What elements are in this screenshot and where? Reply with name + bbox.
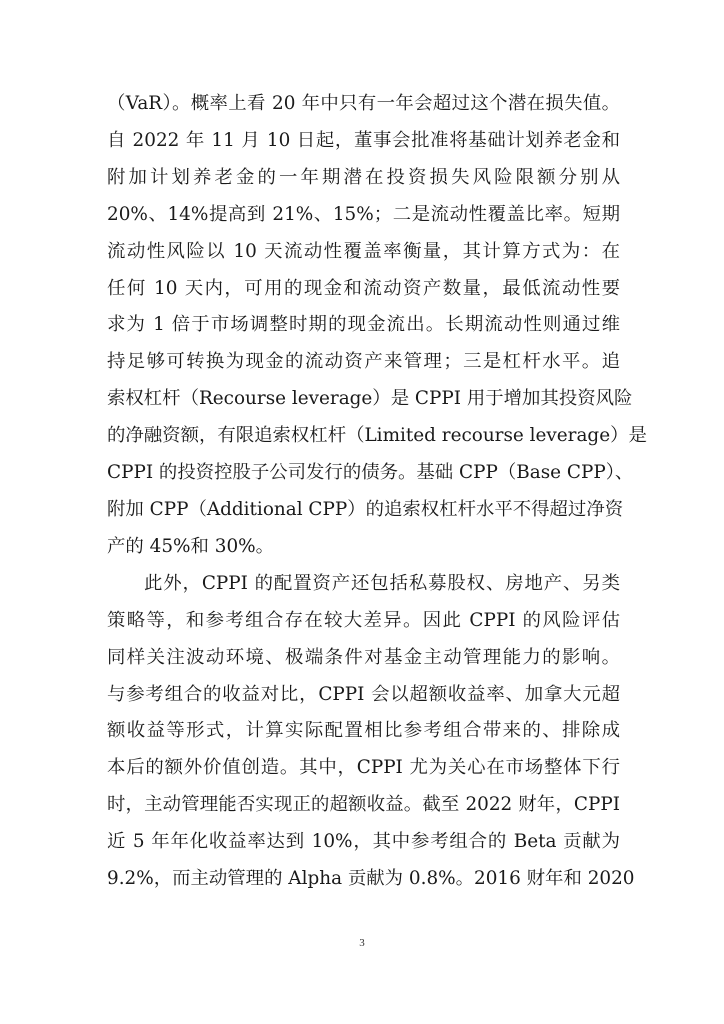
text-line: 自 2022 年 11 月 10 日起，董事会批准将基础计划养老金和 bbox=[107, 129, 620, 151]
text-line: 的净融资额，有限追索权杠杆（Limited recourse leverage）是 bbox=[107, 425, 647, 447]
text-line: 流动性风险以 10 天流动性覆盖率衡量，其计算方式为：在 bbox=[107, 240, 620, 262]
text-line: 近 5 年年化收益率达到 10%，其中参考组合的 Beta 贡献为 bbox=[107, 831, 620, 853]
text-line: 持足够可转换为现金的流动资产来管理；三是杠杆水平。追 bbox=[107, 351, 620, 373]
paragraph-1 bbox=[107, 86, 647, 566]
text-line: 产的 45%和 30%。 bbox=[107, 535, 275, 557]
text-line: 附加计划养老金的一年期潜在投资损失风险限额分别从 bbox=[107, 166, 620, 188]
paragraph-2 bbox=[107, 566, 635, 898]
text-line: 策略等，和参考组合存在较大差异。因此 CPPI 的风险评估 bbox=[107, 609, 620, 631]
text-line: 9.2%，而主动管理的 Alpha 贡献为 0.8%。2016 财年和 2020 bbox=[107, 868, 635, 890]
text-line: 与参考组合的收益对比，CPPI 会以超额收益率、加拿大元超 bbox=[107, 683, 620, 705]
text-line: （VaR）。概率上看 20 年中只有一年会超过这个潜在损失值。 bbox=[107, 93, 620, 114]
text-line: 额收益等形式，计算实际配置相比参考组合带来的、排除成 bbox=[107, 720, 620, 742]
text-line: 同样关注波动环境、极端条件对基金主动管理能力的影响。 bbox=[107, 646, 620, 668]
text-line: 20%、14%提高到 21%、15%；二是流动性覆盖比率。短期 bbox=[107, 203, 620, 225]
text-line: 本后的额外价值创造。其中，CPPI 尤为关心在市场整体下行 bbox=[107, 757, 620, 779]
page-number: 3 bbox=[359, 937, 365, 949]
text-line: 求为 1 倍于市场调整时期的现金流出。长期流动性则通过维 bbox=[107, 314, 620, 336]
text-line: 索权杠杆（Recourse leverage）是 CPPI 用于增加其投资风险 bbox=[107, 388, 633, 410]
text-line: 时，主动管理能否实现正的超额收益。截至 2022 财年，CPPI bbox=[107, 794, 620, 816]
body-text bbox=[107, 86, 647, 898]
text-line: 附加 CPP（Additional CPP）的追索权杠杆水平不得超过净资 bbox=[107, 498, 624, 520]
text-line: 任何 10 天内，可用的现金和流动资产数量，最低流动性要 bbox=[107, 277, 620, 299]
text-line: CPPI 的投资控股子公司发行的债务。基础 CPP（Base CPP）、 bbox=[107, 462, 634, 484]
text-line: 此外，CPPI 的配置资产还包括私募股权、房地产、另类 bbox=[144, 572, 620, 594]
